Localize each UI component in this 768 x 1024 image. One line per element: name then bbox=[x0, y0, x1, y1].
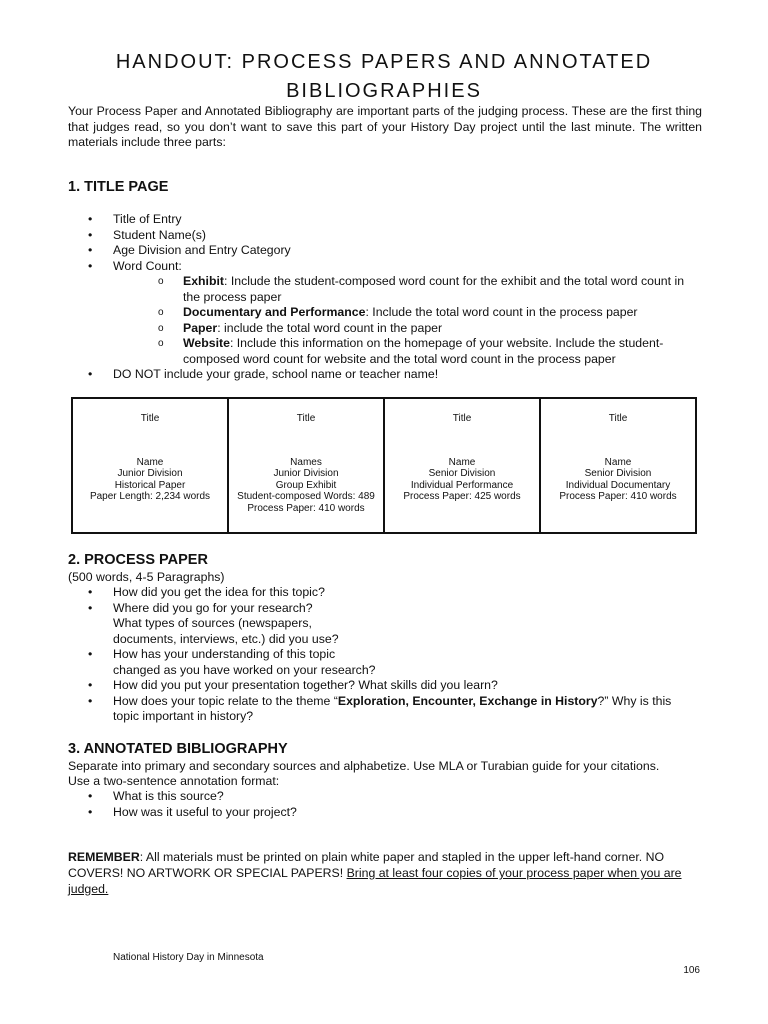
section-annotated-bibliography-heading: 3. ANNOTATED BIBLIOGRAPHY bbox=[68, 741, 288, 757]
category-label: Paper bbox=[183, 320, 218, 335]
example-line: Name bbox=[448, 456, 476, 468]
page-number: 106 bbox=[683, 965, 700, 976]
example-cell bbox=[540, 398, 696, 533]
example-line: Historical Paper bbox=[114, 479, 186, 491]
example-line: Junior Division bbox=[117, 468, 183, 479]
example-cell bbox=[72, 398, 228, 533]
category-label: Exhibit bbox=[183, 274, 224, 288]
example-line: Junior Division bbox=[273, 468, 339, 479]
remember-label: REMEMBER bbox=[68, 850, 140, 864]
example-line: Process Paper: 410 words bbox=[247, 502, 365, 514]
example-line: Paper Length: 2,234 words bbox=[89, 491, 211, 502]
example-cell bbox=[228, 398, 384, 533]
word-count-label: Word Count: bbox=[113, 258, 182, 273]
title-line-1: HANDOUT: PROCESS PAPERS AND ANNOTATED bbox=[115, 51, 653, 73]
example-line: Individual Documentary bbox=[565, 479, 671, 491]
process-paper-subtitle: (500 words, 4-5 Paragraphs) bbox=[68, 570, 225, 584]
list-item bbox=[88, 601, 702, 648]
question-line: documents, interviews, etc.) did you use? bbox=[113, 631, 339, 646]
process-paper-questions bbox=[88, 585, 702, 725]
intro-paragraph: Your Process Paper and Annotated Bibliography are important parts of the judging process. These are the first thing that judges read, so you don’t want to save this part of your History Day project until the last minute. The written materials include three parts: bbox=[68, 104, 702, 149]
example-line: Individual Performance bbox=[410, 479, 514, 491]
category-text: : Include the total word count in the process paper bbox=[365, 305, 638, 319]
category-label: Documentary and Performance bbox=[183, 305, 366, 319]
title-page-examples-table bbox=[71, 397, 697, 534]
remember-note bbox=[68, 849, 702, 897]
category-label: Website bbox=[183, 336, 230, 350]
theme-text: Exploration, Encounter, Exchange in History bbox=[337, 693, 598, 708]
example-title: Title bbox=[140, 413, 160, 424]
question-line: Where did you go for your research? bbox=[113, 600, 313, 615]
category-text: : Include this information on the homepage of your website. Include the student-composed word count for website and the total word count in the process paper bbox=[183, 336, 664, 366]
example-cell bbox=[384, 398, 540, 533]
example-title: Title bbox=[608, 413, 628, 424]
question-text: How does your topic relate to the theme “ bbox=[113, 693, 338, 708]
bibliography-questions bbox=[88, 789, 702, 820]
list-item: • Student Name(s) bbox=[88, 228, 702, 244]
sub-list-item bbox=[158, 274, 702, 305]
page-title bbox=[60, 48, 708, 106]
example-line: Name bbox=[136, 456, 164, 468]
example-line: Process Paper: 410 words bbox=[559, 491, 677, 502]
list-item: • What is this source? bbox=[88, 789, 702, 805]
list-item: • How did you put your presentation together? What skills did you learn? bbox=[88, 678, 702, 694]
list-item: • DO NOT include your grade, school name or teacher name! bbox=[88, 367, 702, 383]
list-item: • Age Division and Entry Category bbox=[88, 243, 702, 259]
word-count-sublist bbox=[113, 274, 702, 367]
title-page-list bbox=[88, 212, 702, 383]
list-item bbox=[88, 694, 702, 725]
example-line: Senior Division bbox=[428, 468, 496, 479]
question-line: changed as you have worked on your research? bbox=[113, 662, 376, 677]
sub-list-item bbox=[158, 336, 702, 367]
question-text: ?” Why is this bbox=[597, 693, 672, 708]
bibliography-line-1: Separate into primary and secondary sources and alphabetize. Use MLA or Turabian guide for your citations. bbox=[68, 759, 660, 773]
example-line: Senior Division bbox=[584, 468, 652, 479]
list-item: • How was it useful to your project? bbox=[88, 805, 702, 821]
footer-text: National History Day in Minnesota bbox=[113, 952, 264, 963]
section-process-paper-heading: 2. PROCESS PAPER bbox=[68, 552, 208, 568]
question-line: topic important in history? bbox=[113, 709, 254, 723]
list-item: • Title of Entry bbox=[88, 212, 702, 228]
example-line: Process Paper: 425 words bbox=[403, 491, 521, 502]
list-item: • How did you get the idea for this topic? bbox=[88, 585, 702, 601]
bibliography-line-2: Use a two-sentence annotation format: bbox=[68, 774, 280, 788]
example-title: Title bbox=[452, 413, 472, 424]
list-item bbox=[88, 259, 702, 368]
sub-list-item bbox=[158, 321, 702, 337]
question-line: What types of sources (newspapers, bbox=[113, 616, 312, 630]
category-text: : Include the student-composed word count for the exhibit and the total word count in the process paper bbox=[183, 274, 685, 304]
example-line: Names bbox=[290, 456, 322, 468]
example-line: Name bbox=[604, 456, 632, 468]
category-text: : include the total word count in the paper bbox=[217, 320, 443, 335]
remember-underlined: Bring at least four copies of your process paper when you are judged. bbox=[68, 866, 682, 896]
example-title: Title bbox=[296, 413, 316, 424]
question-line: How has your understanding of this topic bbox=[113, 647, 336, 661]
section-title-page-heading: 1. TITLE PAGE bbox=[68, 179, 169, 195]
title-line-2: BIBLIOGRAPHIES bbox=[286, 80, 482, 102]
example-line: Group Exhibit bbox=[275, 479, 337, 491]
sub-list-item bbox=[158, 305, 702, 321]
remember-text: : All materials must be printed on plain white paper and stapled in the upper left-hand corner. NO COVERS! NO ARTWORK OR SPECIAL PAPERS! bbox=[68, 850, 665, 880]
list-item bbox=[88, 647, 702, 678]
example-line: Student-composed Words: 489 bbox=[237, 491, 375, 502]
